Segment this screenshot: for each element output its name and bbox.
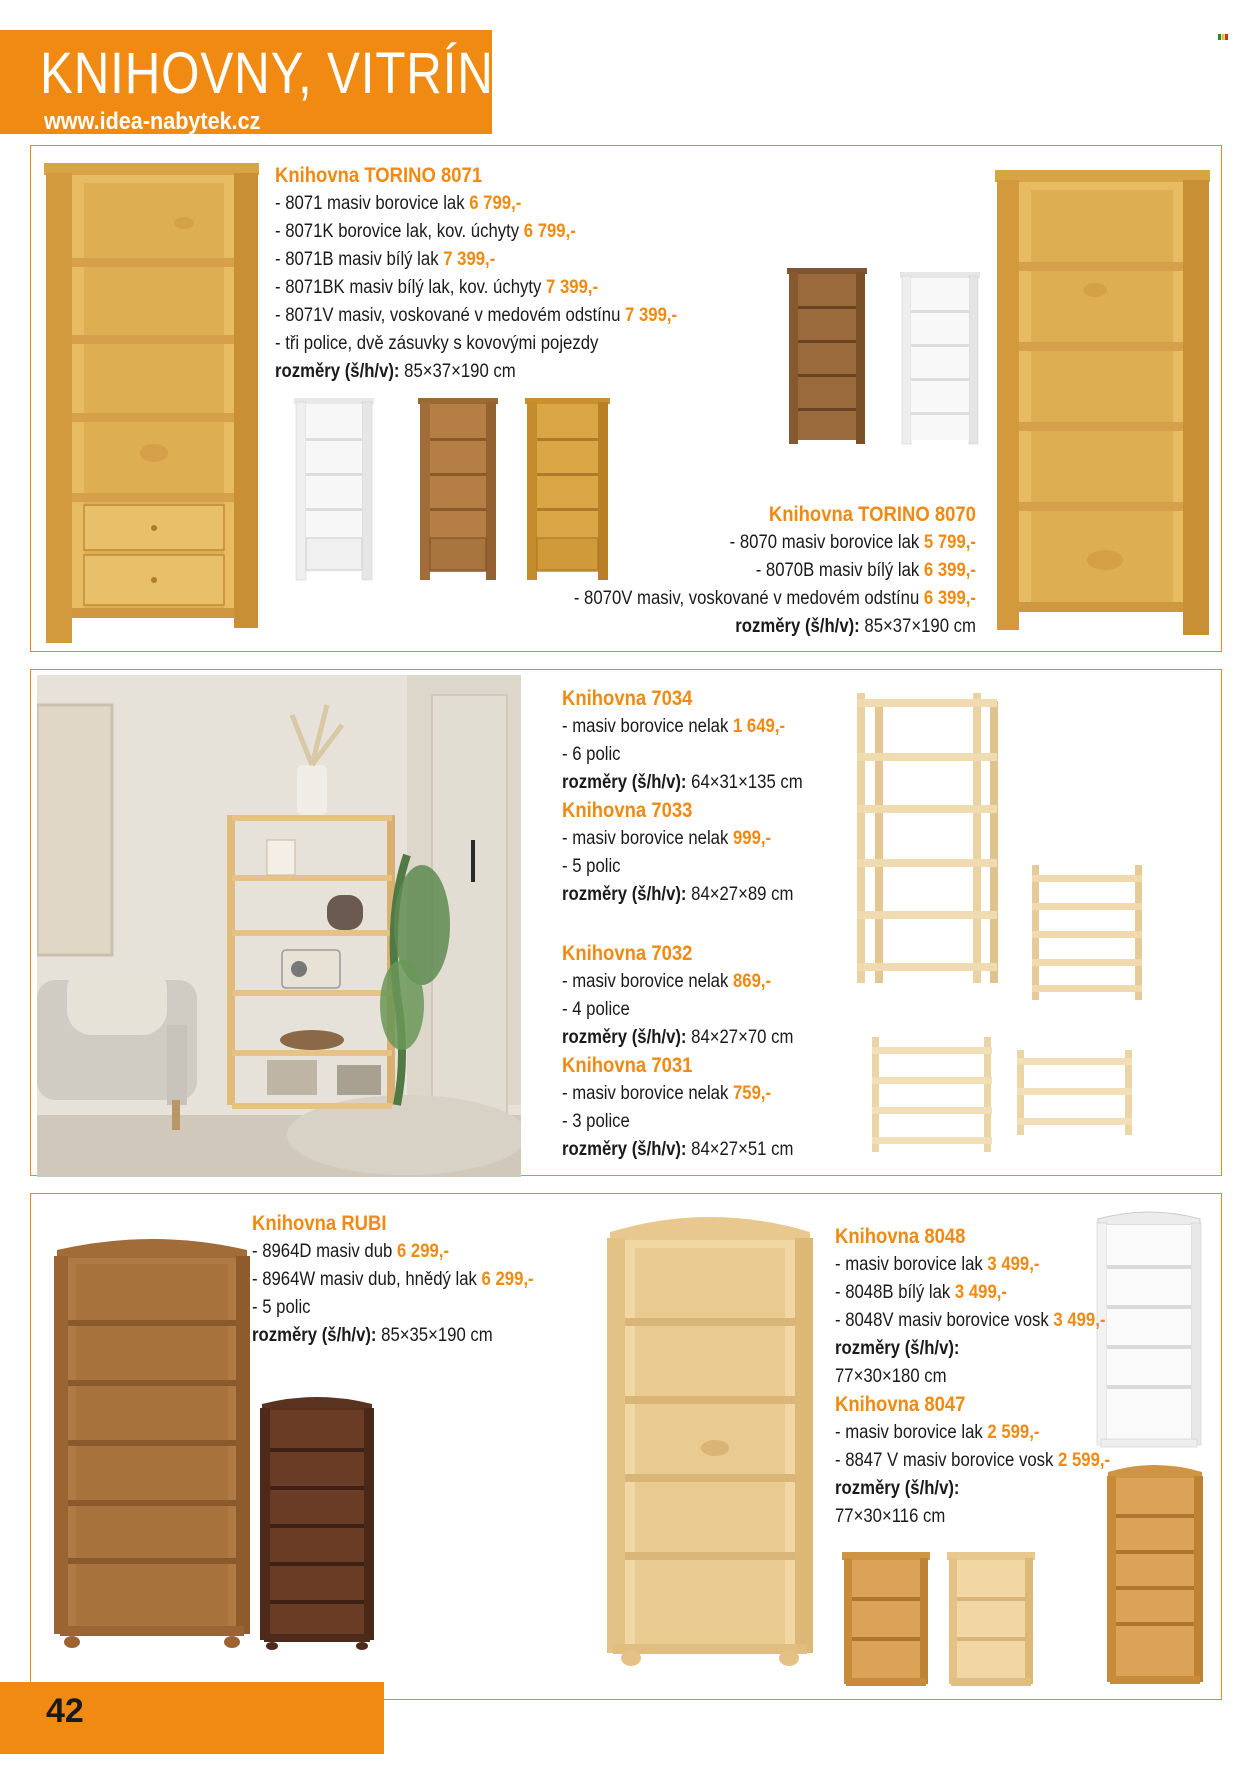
rubi-dimensions: rozměry (š/h/v): 85×35×190 cm bbox=[252, 1325, 493, 1346]
knihovna-7034-dimensions: rozměry (š/h/v): 64×31×135 cm bbox=[562, 772, 803, 793]
torino-8071-variant-1: - 8071 masiv borovice lak 6 799,- bbox=[275, 193, 522, 214]
knihovna-8048-dim-value: 77×30×180 cm bbox=[835, 1366, 947, 1387]
torino-8070-oak-thumb bbox=[787, 268, 867, 448]
torino-8071-title: Knihovna TORINO 8071 bbox=[275, 164, 483, 187]
knihovna-8047-variant-1: - masiv borovice lak 2 599,- bbox=[835, 1422, 1040, 1443]
knihovna-8048-variant-2: - 8048B bílý lak 3 499,- bbox=[835, 1282, 1007, 1303]
torino-8071-note: - tři police, dvě zásuvky s kovovými pojezdy bbox=[275, 333, 599, 354]
torino-8071-dimensions: rozměry (š/h/v): 85×37×190 cm bbox=[275, 361, 516, 382]
knihovna-8048-info bbox=[835, 1223, 1110, 1531]
price: 5 799,- bbox=[923, 532, 976, 553]
price: 3 499,- bbox=[987, 1254, 1040, 1275]
torino-8070-white-thumb bbox=[900, 272, 980, 447]
torino-8070-dimensions: rozměry (š/h/v): 85×37×190 cm bbox=[735, 616, 976, 637]
rubi-title: Knihovna RUBI bbox=[252, 1212, 387, 1235]
page-number: 42 bbox=[46, 1692, 84, 1730]
price: 7 399,- bbox=[546, 277, 599, 298]
knihovna-8847v-image bbox=[842, 1552, 930, 1692]
knihovna-8048b-image bbox=[1095, 1205, 1203, 1453]
knihovna-8047-dim-value: 77×30×116 cm bbox=[835, 1506, 946, 1527]
rubi-variant-1: - 8964D masiv dub 6 299,- bbox=[252, 1241, 450, 1262]
price: 7 399,- bbox=[625, 305, 678, 326]
price: 869,- bbox=[732, 971, 772, 992]
rubi-8964d-image bbox=[52, 1228, 252, 1648]
price: 759,- bbox=[732, 1083, 772, 1104]
knihovna-8047-image bbox=[947, 1552, 1035, 1692]
price: 6 399,- bbox=[923, 560, 976, 581]
price: 6 799,- bbox=[523, 221, 576, 242]
torino-8071-oak-thumb bbox=[418, 398, 498, 583]
knihovna-7034-note: - 6 polic bbox=[562, 744, 621, 765]
torino-8070-image bbox=[995, 170, 1210, 635]
price: 1 649,- bbox=[732, 716, 786, 737]
knihovna-8047-dim-label: rozměry (š/h/v): bbox=[835, 1478, 960, 1499]
knihovna-7031-note: - 3 police bbox=[562, 1111, 630, 1132]
price: 3 499,- bbox=[1053, 1310, 1106, 1331]
torino-8071-white-thumb bbox=[294, 398, 374, 583]
price: 999,- bbox=[732, 828, 772, 849]
knihovna-7033-title: Knihovna 7033 bbox=[562, 799, 693, 822]
knihovna-7034-image bbox=[855, 693, 1000, 983]
knihovna-7031-material: - masiv borovice nelak 759,- bbox=[562, 1083, 772, 1104]
website-link[interactable]: www.idea-nabytek.cz bbox=[44, 108, 261, 135]
knihovna-7033-note: - 5 polic bbox=[562, 856, 621, 877]
rubi-info bbox=[252, 1210, 534, 1350]
knihovna-8047-title: Knihovna 8047 bbox=[835, 1393, 966, 1416]
price: 2 599,- bbox=[1058, 1450, 1111, 1471]
torino-8070-variant-3: - 8070V masiv, voskované v medovém odstínu 6 399,- bbox=[573, 588, 976, 609]
price: 2 599,- bbox=[987, 1422, 1040, 1443]
price: 6 799,- bbox=[469, 193, 522, 214]
knihovna-7032-note: - 4 police bbox=[562, 999, 630, 1020]
knihovna-7031-image bbox=[1015, 1050, 1135, 1135]
torino-8070-title: Knihovna TORINO 8070 bbox=[768, 503, 976, 526]
knihovna-7034-title: Knihovna 7034 bbox=[562, 687, 693, 710]
knihovna-8048-title: Knihovna 8048 bbox=[835, 1225, 966, 1248]
price: 6 399,- bbox=[923, 588, 976, 609]
price: 6 299,- bbox=[481, 1269, 534, 1290]
torino-8071-image bbox=[44, 163, 259, 648]
price: 7 399,- bbox=[443, 249, 496, 270]
torino-8071-variant-3: - 8071B masiv bílý lak 7 399,- bbox=[275, 249, 496, 270]
knihovna-7032-dimensions: rozměry (š/h/v): 84×27×70 cm bbox=[562, 1027, 794, 1048]
knihovna-7033-dimensions: rozměry (š/h/v): 84×27×89 cm bbox=[562, 884, 794, 905]
knihovna-7032-title: Knihovna 7032 bbox=[562, 942, 693, 965]
knihovna-8048-dim-label: rozměry (š/h/v): bbox=[835, 1338, 960, 1359]
knihovna-7033-material: - masiv borovice nelak 999,- bbox=[562, 828, 772, 849]
knihovna-8047-variant-2: - 8847 V masiv borovice vosk 2 599,- bbox=[835, 1450, 1111, 1471]
torino-8071-info bbox=[275, 162, 677, 386]
knihovna-7031-title: Knihovna 7031 bbox=[562, 1054, 693, 1077]
torino-8070-info bbox=[574, 501, 976, 641]
price: 6 299,- bbox=[396, 1241, 450, 1262]
torino-8071-variant-5: - 8071V masiv, voskované v medovém odstínu 7 399,- bbox=[275, 305, 678, 326]
knihovna-7031-dimensions: rozměry (š/h/v): 84×27×51 cm bbox=[562, 1139, 794, 1160]
rubi-8964w-image bbox=[258, 1390, 376, 1650]
knihovna-7032-image bbox=[870, 1037, 995, 1152]
knihovna-7034-info bbox=[562, 685, 803, 909]
knihovna-8048-variant-3: - 8048V masiv borovice vosk 3 499,- bbox=[835, 1310, 1106, 1331]
torino-8070-variant-2: - 8070B masiv bílý lak 6 399,- bbox=[755, 560, 976, 581]
interior-photo bbox=[37, 675, 521, 1177]
rubi-note: - 5 polic bbox=[252, 1297, 311, 1318]
knihovna-7032-info bbox=[562, 940, 793, 1164]
corner-mark bbox=[1218, 34, 1228, 40]
price: 3 499,- bbox=[954, 1282, 1007, 1303]
knihovna-7033-image bbox=[1030, 865, 1145, 1000]
torino-8070-variant-1: - 8070 masiv borovice lak 5 799,- bbox=[729, 532, 976, 553]
page-title: KNIHOVNY, VITRÍNY bbox=[40, 41, 528, 106]
knihovna-7032-material: - masiv borovice nelak 869,- bbox=[562, 971, 772, 992]
knihovna-8048-variant-1: - masiv borovice lak 3 499,- bbox=[835, 1254, 1040, 1275]
knihovna-7034-material: - masiv borovice nelak 1 649,- bbox=[562, 716, 786, 737]
torino-8071-variant-2: - 8071K borovice lak, kov. úchyty 6 799,- bbox=[275, 221, 576, 242]
rubi-variant-2: - 8964W masiv dub, hnědý lak 6 299,- bbox=[252, 1269, 534, 1290]
torino-8071-variant-4: - 8071BK masiv bílý lak, kov. úchyty 7 399,- bbox=[275, 277, 599, 298]
knihovna-8048v-image bbox=[1105, 1458, 1205, 1690]
knihovna-8048-image bbox=[605, 1208, 815, 1668]
